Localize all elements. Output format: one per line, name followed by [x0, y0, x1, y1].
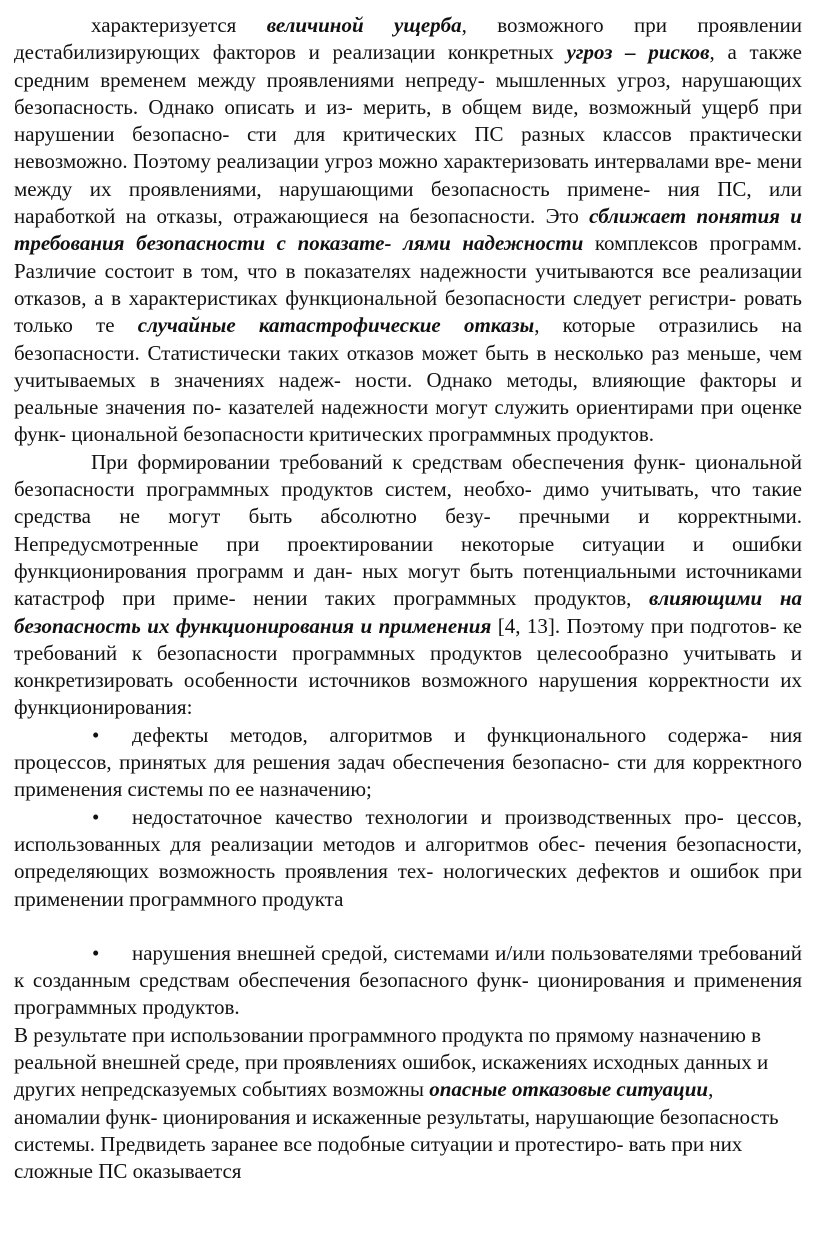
- emphasis-damage-magnitude: величиной ущерба: [266, 13, 462, 37]
- text-run: В результате при использовании программного продукта по прямому назначению в реальной внешней среде, при проявлениях ошибок, искажениях исходных данных и других непредсказуемых событиях возможны: [14, 1022, 769, 1102]
- list-item-text: нарушения внешней средой, системами и/или пользователями требований к созданным средствам обеспечения безопасного функ- ционирования и применения программных продуктов.: [14, 940, 802, 1020]
- paragraph-1: [14, 12, 802, 449]
- bullet-icon: •: [92, 940, 100, 965]
- list-item-text: недостаточное качество технологии и производственных про- цессов, использованных для реализации методов и алгоритмов обес- печения безопасности, определяющих возможность проявления тех- нологических дефектов и ошибок при применении программного продукта: [14, 804, 802, 911]
- emphasis-dangerous-failures: опасные отказовые ситуации: [429, 1077, 709, 1102]
- text-run: , аномалии функ- ционирования и искаженные результаты, нарушающие безопасность системы. Предвидеть заранее все подобные ситуации и протестиро- вать при них сложные ПС оказывается: [14, 1077, 779, 1184]
- text-run: [4, 13]. Поэтому при подготов- ке требований к безопасности программных продуктов целесообразно учитывать и конкретизировать особенности источников возможного нарушения корректности их функционирования:: [14, 613, 802, 720]
- text-run: При формировании требований к средствам обеспечения функ- циональной безопасности программных продуктов систем, необхо- димо учитывать, что такие средства не могут быть абсолютно безу- пречными и корректными. Непредусмотренные при проектировании некоторые ситуации и ошибки функционирования программ и дан- ных могут быть потенциальными источниками катастроф при приме- нении таких программных продуктов,: [14, 449, 802, 611]
- paragraph-3: [14, 1022, 802, 1186]
- bullet-icon: •: [92, 722, 100, 747]
- list-item: [14, 804, 802, 913]
- text-run: , которые отразились на безопасности. Статистически таких отказов может быть в несколько раз меньше, чем учитываемых в значениях надеж- ности. Однако методы, влияющие факторы и реальные значения по- казателей надежности могут служить ориентирами при оценке функ- циональной безопасности критических программных продуктов.: [14, 313, 802, 447]
- list-item-text: дефекты методов, алгоритмов и функционального содержа- ния процессов, принятых для решения задач обеспечения безопасно- сти для корректного применения системы по ее назначению;: [14, 722, 802, 802]
- emphasis-catastrophic-failures: случайные катастрофические отказы: [137, 313, 535, 338]
- bullet-icon: •: [92, 804, 100, 829]
- text-run: , возможного при проявлении дестабилизирующих факторов и реализации конкретных: [14, 13, 802, 65]
- emphasis-reliability-link: сближает понятия и требования безопасности с показате- лями надежности: [14, 204, 802, 256]
- paragraph-2: [14, 449, 802, 722]
- text-run: характеризуется: [91, 13, 267, 37]
- spacer: [14, 913, 802, 940]
- emphasis-threats-risks: угроз – рисков: [566, 40, 710, 65]
- list-item: [14, 940, 802, 1022]
- list-item: [14, 722, 802, 804]
- text-run: , а также средним временем между проявлениями непреду- мышленных угроз, нарушающих безопасность. Однако описать и из- мерить, в общем виде, возможный ущерб при нарушении безопасно- сти для критических ПС разных классов практически невозможно. Поэтому реализации угроз можно характеризовать интервалами вре- мени между их проявлениями, нарушающими безопасность примене- ния ПС, или наработкой на отказы, отражающиеся на безопасности. Это: [14, 40, 802, 229]
- text-run: комплексов программ. Различие состоит в том, что в показателях надежности учитываются все реализации отказов, а в характеристиках функциональной безопасности следует регистри- ровать только те: [14, 231, 803, 338]
- emphasis-safety-influence: влияющими на безопасность их функционирования и применения: [14, 586, 802, 638]
